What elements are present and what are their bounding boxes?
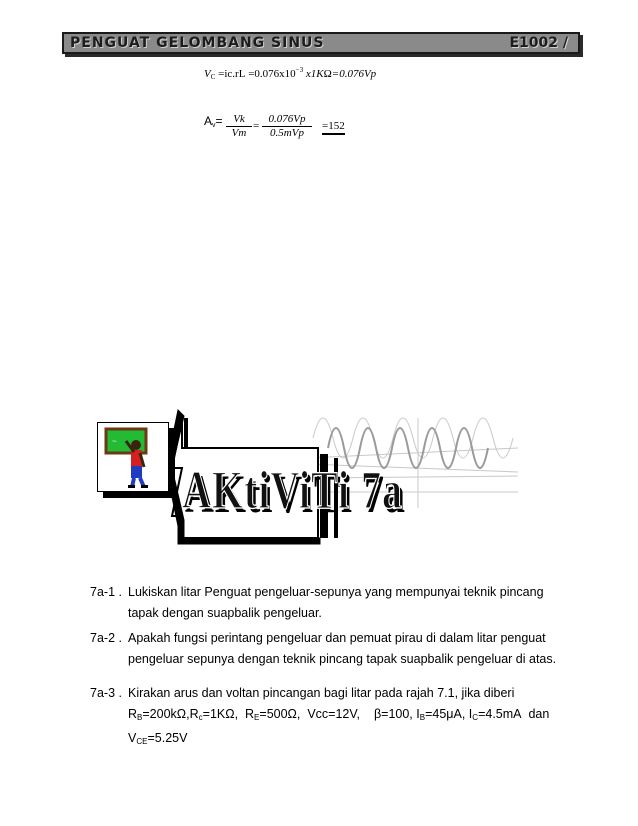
ic-symbol: I xyxy=(468,707,473,721)
question-text: Apakah fungsi perintang pengeluar dan pemuat pirau di dalam litar penguat xyxy=(128,631,546,645)
activity-title: AKtiViTi 7a xyxy=(182,459,404,521)
question-text-cont: tapak dengan suapbalik pengeluar. xyxy=(128,606,322,620)
question-text: Kirakan arus dan voltan pincangan bagi litar pada rajah 7.1, jika diberi xyxy=(128,686,515,700)
question-givens-cont xyxy=(90,728,564,752)
equals-sign: = xyxy=(253,120,260,132)
ic-subscript: C xyxy=(472,713,479,722)
rc-subscript: c xyxy=(198,713,203,722)
vc-subscript: C xyxy=(210,73,216,81)
av-subscript: v xyxy=(212,122,216,129)
question-givens xyxy=(90,704,564,728)
fraction-1-numerator: Vk xyxy=(226,113,252,127)
av-label xyxy=(204,114,223,129)
av-symbol: A xyxy=(204,114,213,128)
vce-symbol: V xyxy=(128,731,137,745)
vc-exponent: −3 xyxy=(295,66,304,74)
fraction-vk-vm xyxy=(226,113,252,140)
ic-value: =4.5mA xyxy=(478,707,522,721)
fraction-2-numerator: 0.076Vp xyxy=(262,113,312,127)
fraction-1-denominator: Vm xyxy=(231,127,247,139)
question-number: 7a-2 . xyxy=(90,631,122,645)
vc-equation xyxy=(204,66,376,81)
question-text: Lukiskan litar Penguat pengeluar-sepunya yang mempunyai teknik pincang xyxy=(128,585,544,599)
header-code: E1002 / xyxy=(509,35,568,51)
ib-subscript: B xyxy=(419,713,426,722)
vcc-value: Vcc=12V, xyxy=(307,707,361,721)
vce-value: =5.25V xyxy=(147,731,188,745)
vc-term-2: =0.076x10 xyxy=(248,68,296,80)
rb-symbol: R xyxy=(128,707,138,721)
re-subscript: E xyxy=(254,713,260,722)
question-text-cont: pengeluar sepunya dengan teknik pincang tapak suapbalik pengeluar di atas. xyxy=(128,652,557,666)
vc-ohm: Ω xyxy=(323,68,332,80)
fraction-2-denominator: 0.5mVp xyxy=(270,127,304,139)
vc-symbol: V xyxy=(204,68,211,80)
av-equals: = xyxy=(215,114,223,128)
page-header xyxy=(62,32,580,54)
beta-value: β=100, xyxy=(373,707,413,721)
teacher-card xyxy=(97,422,169,492)
question-7a-3 xyxy=(90,683,564,752)
re-symbol: R xyxy=(245,707,255,721)
vce-subscript: CE xyxy=(136,737,148,746)
vc-result: =0.076Vp xyxy=(331,68,377,80)
rb-value: =200kΩ, xyxy=(142,707,190,721)
ib-symbol: I xyxy=(416,707,420,721)
activity-banner xyxy=(88,388,524,548)
re-value: =500Ω, xyxy=(259,707,301,721)
svg-text:~: ~ xyxy=(112,438,118,445)
vc-term-3: x1K xyxy=(305,68,324,80)
fraction-values xyxy=(262,113,312,140)
conjunction: dan xyxy=(528,707,550,721)
question-number: 7a-3 . xyxy=(90,686,122,700)
question-7a-2 xyxy=(90,628,564,670)
teacher-at-board-icon xyxy=(98,423,168,491)
av-result: =152 xyxy=(322,120,345,135)
rc-value: =1KΩ, xyxy=(202,707,239,721)
header-title: PENGUAT GELOMBANG SINUS xyxy=(70,35,325,51)
question-7a-1 xyxy=(90,582,564,624)
ib-value: =45μA, xyxy=(425,707,466,721)
vc-term-1: =ic.rL xyxy=(218,68,246,80)
question-number: 7a-1 . xyxy=(90,585,122,599)
rb-subscript: B xyxy=(137,713,143,722)
rc-symbol: R xyxy=(189,707,199,721)
